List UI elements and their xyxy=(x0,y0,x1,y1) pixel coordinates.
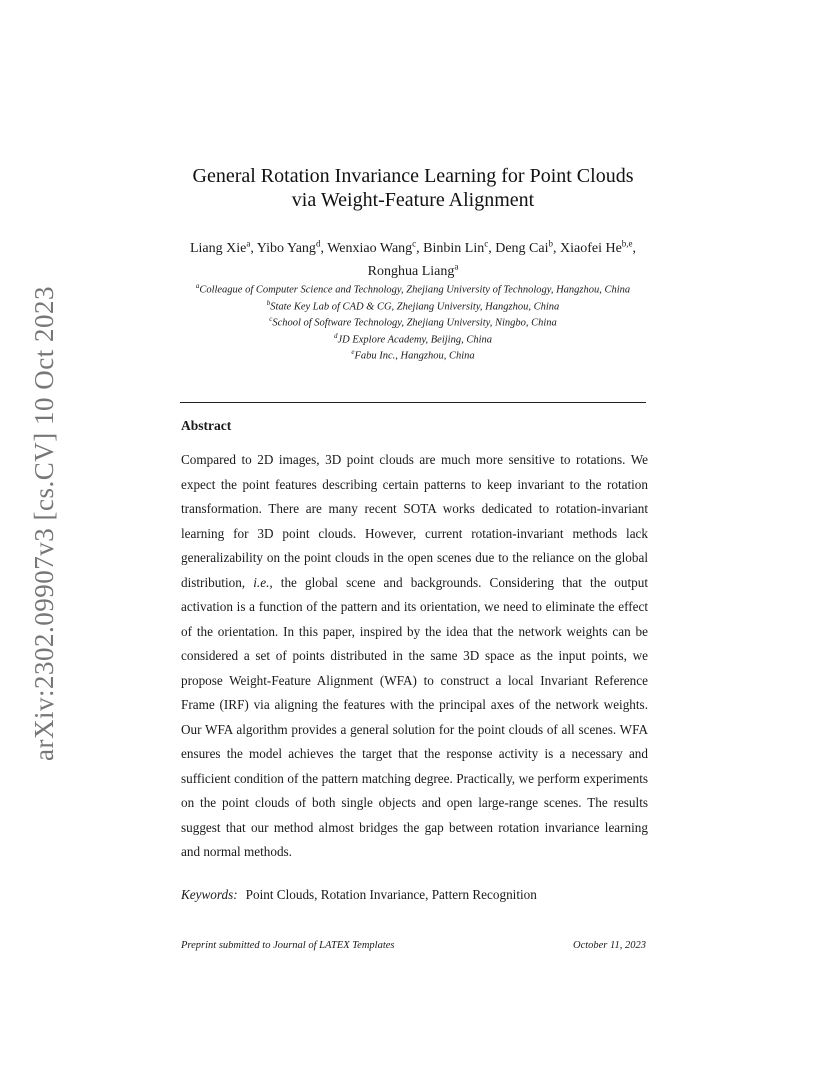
author-name: Wenxiao Wang xyxy=(327,240,413,256)
abstract-ie: i.e. xyxy=(253,574,270,590)
author-affiliation-mark: a xyxy=(454,261,459,272)
title-line-2: via Weight-Feature Alignment xyxy=(291,189,535,211)
author xyxy=(495,238,560,256)
arxiv-identifier xyxy=(24,285,64,761)
affiliation-mark: d xyxy=(333,331,338,340)
author-separator: , xyxy=(632,240,637,256)
abstract-heading: Abstract xyxy=(181,418,232,433)
author xyxy=(327,238,424,256)
affiliation-text: JD Explore Academy, Beijing, China xyxy=(337,334,493,345)
arxiv-identifier-text: arXiv:2302.09907v3 [cs.CV] 10 Oct 2023 xyxy=(28,285,59,761)
affiliation-mark: c xyxy=(269,315,273,323)
author-affiliation-mark: c xyxy=(484,238,489,248)
author-list xyxy=(180,234,646,281)
footer-date: October 11, 2023 xyxy=(572,940,646,951)
author-name: Ronghua Liang xyxy=(367,264,455,280)
affiliation-list xyxy=(190,280,636,363)
author-separator: , xyxy=(552,240,560,256)
author-affiliation-mark: c xyxy=(412,238,417,248)
author-separator: , xyxy=(416,240,424,256)
keywords-label: Keywords: xyxy=(181,887,238,902)
affiliation-text: Fabu Inc., Hangzhou, China xyxy=(354,350,475,362)
author-affiliation-mark: b xyxy=(548,238,553,248)
affiliation xyxy=(190,297,636,314)
keywords-text: Point Clouds, Rotation Invariance, Pattern Recognition xyxy=(245,887,537,902)
title-line-1: General Rotation Invariance Learning for Point Clouds xyxy=(192,165,634,187)
author-name: Liang Xie xyxy=(189,240,247,256)
affiliation-mark: a xyxy=(195,282,200,290)
page-footer xyxy=(181,940,646,951)
paper-title xyxy=(180,164,646,212)
abstract-text-part-2: , the global scene and backgrounds. Considering that the output activation is a function of the pattern and its orientation, we need to eliminate the effect of the orientation. In this paper, inspired by the idea that the network weights can be considered a set of points distributed in the same 3D space as the input points, we propose Weight-Feature Alignment (WFA) to construct a local Invariant Reference Frame (IRF) via aligning the features with the principal axes of the network weights. Our WFA algorithm provides a general solution for the point clouds of all scenes. WFA ensures the model achieves the target that the response activity is a necessary and sufficient condition of the pattern matching degree. Practically, we perform experiments on the point clouds of both single objects and open large-range scenes. The results suggest that our method almost bridges the gap between rotation invariance learning and normal methods. xyxy=(181,574,649,859)
affiliation xyxy=(190,313,636,330)
author xyxy=(423,238,496,256)
author-affiliation-mark: b,e xyxy=(621,238,633,248)
author-name: Yibo Yang xyxy=(256,240,316,256)
author-separator: , xyxy=(320,240,328,256)
abstract-body xyxy=(181,448,648,865)
author xyxy=(559,238,637,256)
affiliation xyxy=(190,330,636,347)
affiliation-text: State Key Lab of CAD & CG, Zhejiang University, Hangzhou, China xyxy=(270,301,560,312)
author-name: Deng Cai xyxy=(495,240,549,256)
author-separator: , xyxy=(488,240,496,256)
author-name: Binbin Lin xyxy=(423,240,485,256)
affiliation-mark: b xyxy=(266,298,271,307)
author-separator: , xyxy=(250,240,257,256)
affiliation-text: School of Software Technology, Zhejiang University, Ningbo, China xyxy=(272,317,557,329)
affiliation xyxy=(190,346,636,363)
affiliation-mark: e xyxy=(351,348,355,356)
author xyxy=(367,261,459,280)
affiliation xyxy=(190,280,636,297)
abstract-text-part-1: Compared to 2D images, 3D point clouds are much more sensitive to rotations. We expect the point features describing certain patterns to keep invariant to the rotation transformation. There are many recent SOTA works dedicated to rotation-invariant learning for 3D point clouds. However, current rotation-invariant methods lack generalizability on the point clouds in the open scenes due to the reliance on the global distribution, xyxy=(181,452,648,590)
affiliation-text: Colleague of Computer Science and Technology, Zhejiang University of Technology, Hangzhou, China xyxy=(199,284,631,296)
keywords xyxy=(181,885,648,905)
author xyxy=(256,238,328,256)
author-affiliation-mark: d xyxy=(315,238,321,248)
author xyxy=(189,238,257,256)
author-affiliation-mark: a xyxy=(246,238,251,248)
author-name: Xiaofei He xyxy=(559,240,622,256)
abstract-rule xyxy=(180,402,646,403)
footer-journal: Preprint submitted to Journal of LATEX Templates xyxy=(181,940,395,951)
